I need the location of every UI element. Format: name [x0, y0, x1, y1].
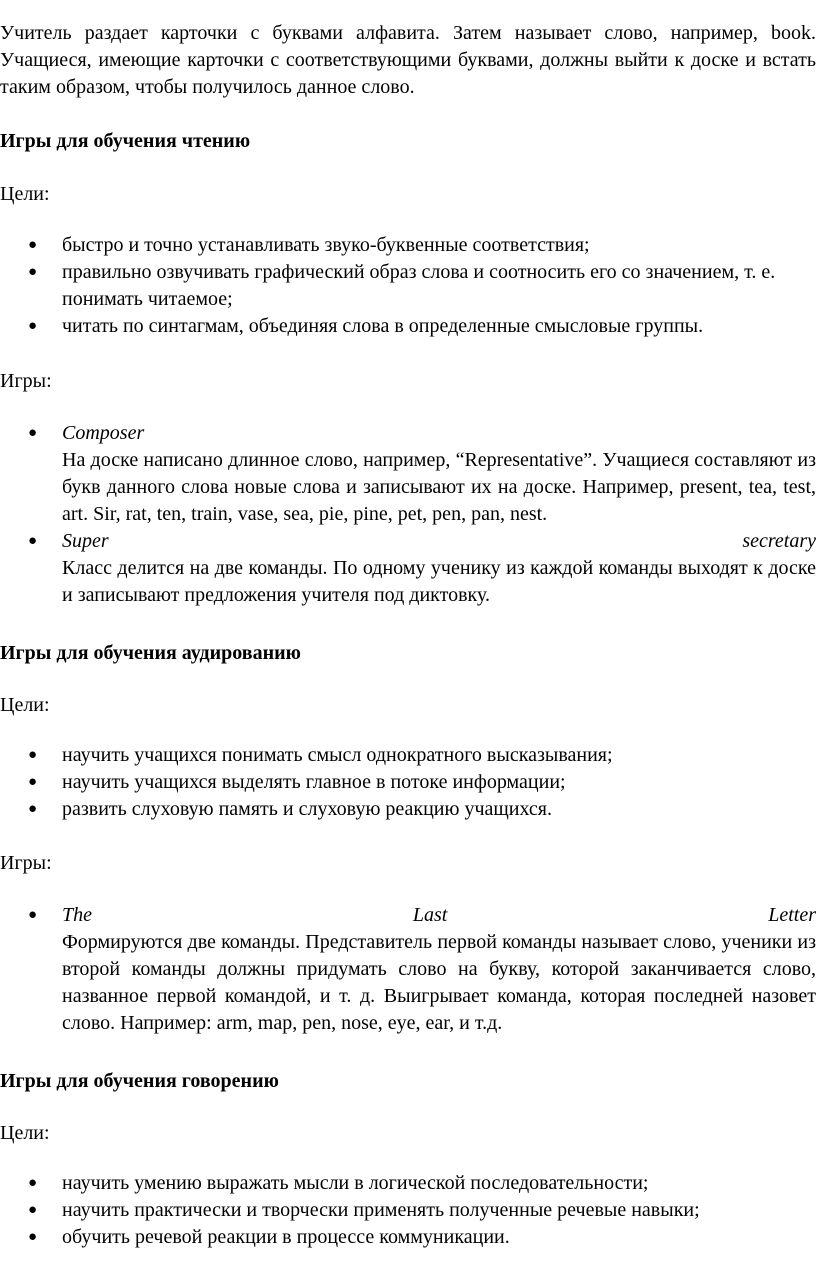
speaking-goals-list: [0, 1170, 816, 1251]
game-item: [0, 528, 816, 609]
game-description: Класс делится на две команды. По одному ученику из каждой команды выходят к доске и записывают предложения учителя под диктовку.: [62, 557, 816, 606]
reading-goals-list: [0, 232, 816, 340]
bullet-icon: ●: [28, 907, 38, 923]
list-item: ● научить практически и творчески применять полученные речевые навыки;: [0, 1197, 816, 1224]
bullet-icon: ●: [28, 318, 38, 334]
speaking-goals-label: Цели:: [0, 1122, 50, 1144]
list-item: ● научить учащихся выделять главное в потоке информации;: [0, 769, 816, 796]
list-item: ● быстро и точно устанавливать звуко-буквенные соответствия;: [0, 232, 816, 259]
game-description: На доске написано длинное слово, например, “Representative”. Учащиеся составляют из букв данного слова новые слова и записывают их на доске. Например, present, tea, test, art. Sir, rat, ten, train, vase, sea, pie, pine, pet, pen, pan, nest.: [62, 449, 816, 525]
bullet-icon: ●: [28, 774, 38, 790]
list-item: ● читать по синтагмам, объединяя слова в определенные смысловые группы.: [0, 313, 816, 340]
list-item: ● обучить речевой реакции в процессе коммуникации.: [0, 1224, 816, 1251]
list-item: ● научить умению выражать мысли в логической последовательности;: [0, 1170, 816, 1197]
game-title: Super secretary: [62, 530, 816, 552]
game-title: The Last Letter: [62, 904, 816, 926]
bullet-icon: ●: [28, 533, 38, 549]
list-item: ● развить слуховую память и слуховую реакцию учащихся.: [0, 796, 816, 823]
intro-paragraph: Учитель раздает карточки с буквами алфавита. Затем называет слово, например, book. Учащиеся, имеющие карточки с соответствующими буквами, должны выйти к доске и встать таким образом, чтобы получилось данное слово.: [0, 22, 816, 98]
bullet-icon: ●: [28, 264, 38, 280]
list-item: ● научить учащихся понимать смысл однократного высказывания;: [0, 742, 816, 769]
listening-games-label: Игры:: [0, 852, 52, 874]
reading-heading: Игры для обучения чтению: [0, 130, 251, 152]
bullet-icon: ●: [28, 425, 38, 441]
bullet-icon: ●: [28, 237, 38, 253]
game-title: Composer: [62, 422, 145, 444]
listening-games-list: [0, 902, 816, 1037]
list-item: ● правильно озвучивать графический образ слова и соотносить его со значением, т. е. понимать читаемое;: [28, 261, 776, 310]
listening-goals-label: Цели:: [0, 694, 50, 716]
reading-goals-label: Цели:: [0, 183, 50, 205]
bullet-icon: ●: [28, 747, 38, 763]
speaking-heading: Игры для обучения говорению: [0, 1070, 279, 1092]
listening-heading: Игры для обучения аудированию: [0, 642, 301, 664]
game-description: Формируются две команды. Представитель первой команды называет слово, ученики из второй команды должны придумать слово на букву, которой заканчивается слово, названное первой командой, и т. д. Выигрывает команда, которая последней назовет слово. Например: arm, map, pen, nose, eye, ear, и т.д.: [62, 931, 816, 1034]
bullet-icon: ●: [28, 1175, 38, 1191]
reading-games-list: [0, 420, 816, 609]
bullet-icon: ●: [28, 801, 38, 817]
game-item: [0, 902, 816, 1037]
bullet-icon: ●: [28, 1229, 38, 1245]
bullet-icon: ●: [28, 1202, 38, 1218]
game-item: [0, 420, 816, 528]
listening-goals-list: [0, 742, 816, 823]
reading-games-label: Игры:: [0, 370, 52, 392]
